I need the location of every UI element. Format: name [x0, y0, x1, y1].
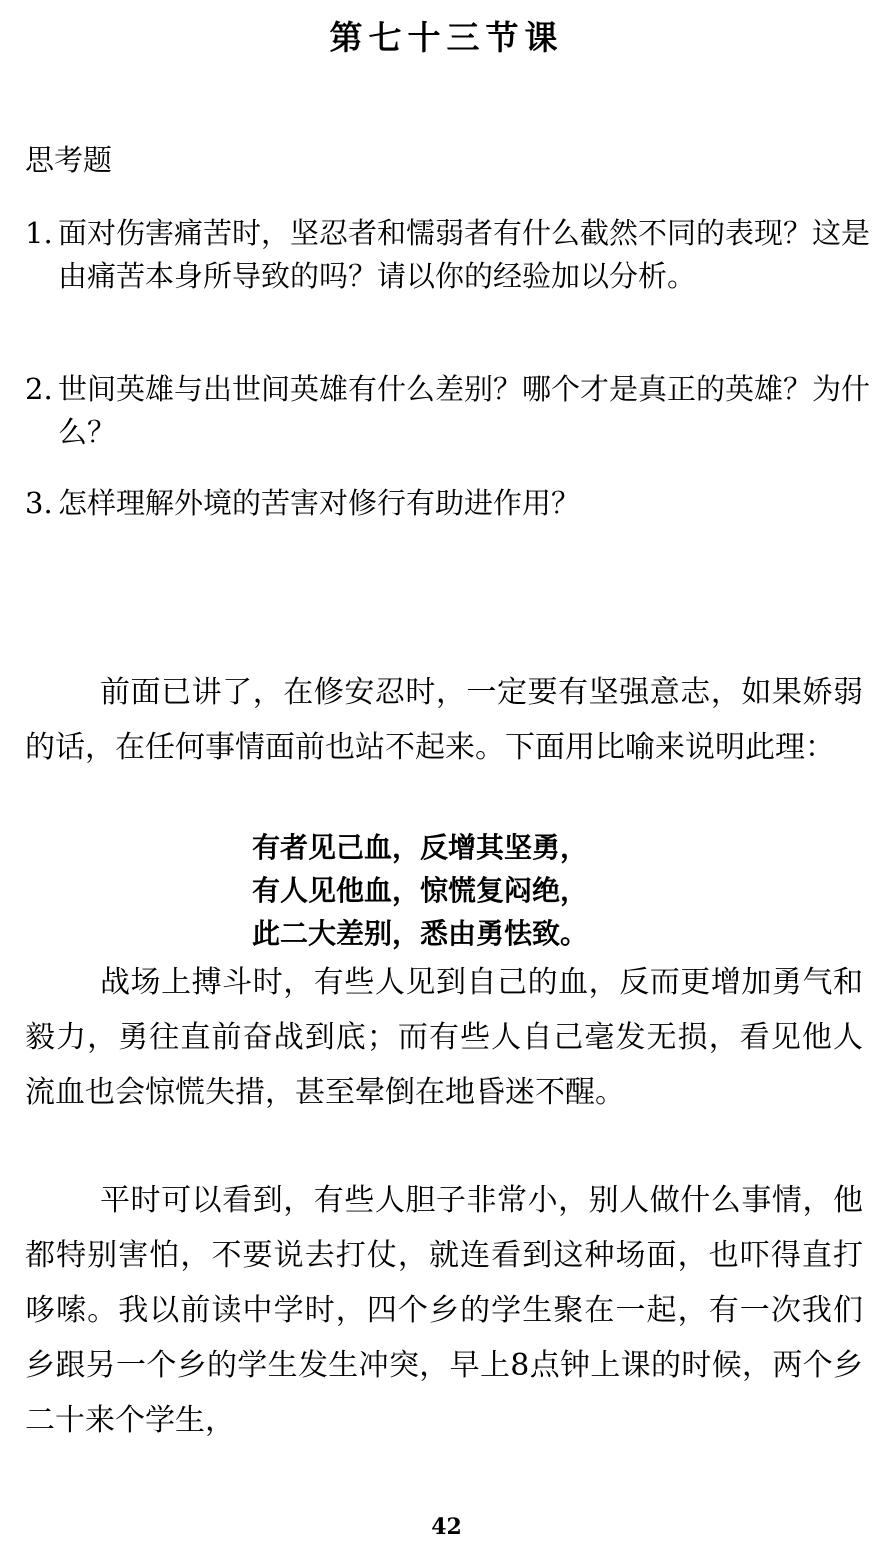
body-paragraph: 前面已讲了，在修安忍时，一定要有坚强意志，如果娇弱的话，在任何事情面前也站不起来。下面用比喻来说明此理： [25, 675, 863, 765]
verse-block [252, 826, 588, 955]
question-text: 世间英雄与出世间英雄有什么差别？哪个才是真正的英雄？为什么？ [58, 372, 871, 449]
question-text: 怎样理解外境的苦害对修行有助进作用？ [58, 486, 581, 520]
verse-line: 有者见己血，反增其坚勇， [252, 831, 589, 864]
question-text: 面对伤害痛苦时，坚忍者和懦弱者有什么截然不同的表现？这是由痛苦本身所导致的吗？请以你的经验加以分析。 [58, 216, 871, 293]
question-item [25, 368, 870, 454]
question-item [25, 212, 870, 298]
question-item [25, 482, 870, 525]
question-number: 3. [25, 486, 53, 520]
verse-line: 有人见他血，惊慌复闷绝， [252, 874, 589, 907]
body-paragraph: 平时可以看到，有些人胆子非常小，别人做什么事情，他都特别害怕，不要说去打仗，就连看到这种场面，也吓得直打哆嗦。我以前读中学时，四个乡的学生聚在一起，有一次我们乡跟另一个乡的学生发生冲突，早上8点钟上课的时候，两个乡二十来个学生， [25, 1183, 863, 1438]
question-number: 1. [25, 216, 53, 250]
lesson-title: 第七十三节课 [329, 18, 564, 57]
question-number: 2. [25, 372, 53, 406]
page-number: 42 [431, 1514, 462, 1540]
questions-heading: 思考题 [25, 143, 113, 177]
verse-line: 此二大差别，悉由勇怯致。 [252, 917, 589, 950]
body-paragraph: 战场上搏斗时，有些人见到自己的血，反而更增加勇气和毅力，勇往直前奋战到底；而有些人自己毫发无损，看见他人流血也会惊慌失措，甚至晕倒在地昏迷不醒。 [25, 965, 863, 1110]
